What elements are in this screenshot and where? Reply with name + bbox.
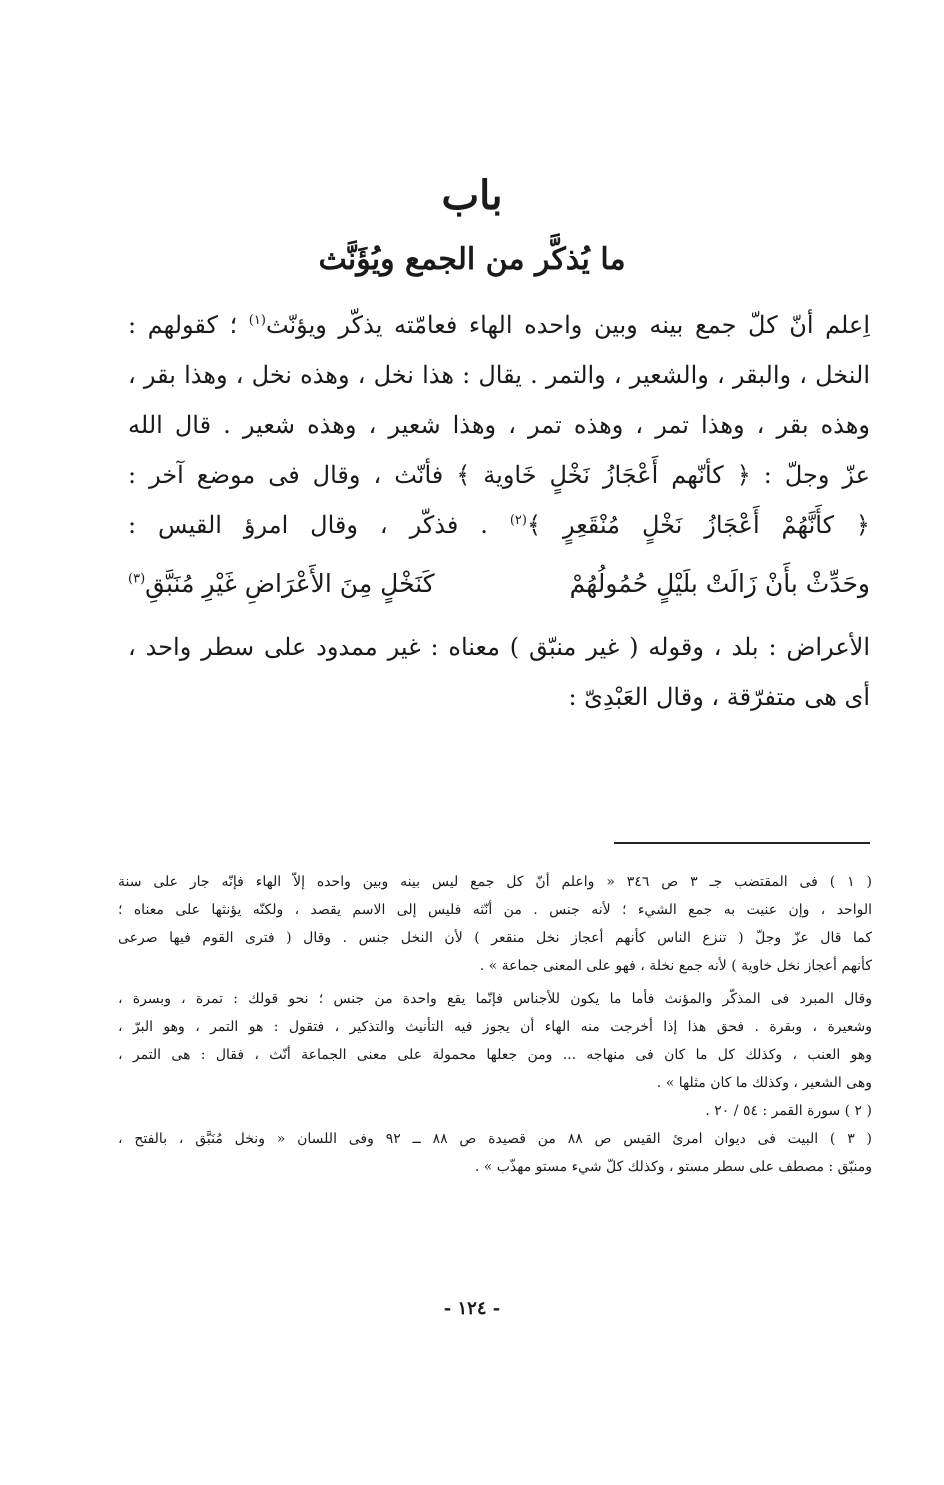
footnote-1-line: كأنهم أعجاز نخل خاوية ) لأنه جمع نخلة ، فهو على المعنى جماعة » . [479, 958, 872, 974]
chapter-subtitle: ما يُذكَّر من الجمع ويُؤَنَّث [318, 242, 626, 277]
footnote-ref-1[interactable]: (١) [248, 313, 266, 328]
footnote-1-line: ( ١ ) فى المقتضب جـ ٣ ص ٣٤٦ « واعلم أنّ كل جمع ليس بينه وبين واحده إلاّ الهاء فإنّه جار على سنة [118, 874, 872, 890]
text-line: اِعلم أنّ كلّ جمع بينه وبين واحده الهاء فعامّته يذكّر ويؤنّث$^{(١)}$ ؛ كقولهم : [128, 311, 870, 339]
text-line: وهذه بقر ، وهذا تمر ، وهذه تمر ، وهذا شعير ، وهذه شعير . قال الله [128, 411, 870, 439]
verse-second-hemistich: كَنَخْلٍ مِنَ الأَعْرَاضِ غَيْرِ مُنَبَّقِ$^{(٣)}$ [128, 569, 435, 598]
verse-first-hemistich: وحَدِّثْ بأَنْ زَالَتْ بلَيْلٍ حُمُولُهُمْ [569, 569, 870, 598]
footnote-1-line: كما قال عزّ وجلّ ( تنزع الناس كأنهم أعجاز نخل منقعر ) لأن النخل جنس . وقال ( فترى القوم فيها صرعى [118, 930, 872, 946]
footnote-ref-3[interactable]: (٣) [128, 571, 146, 587]
main-paragraph [128, 300, 870, 550]
footnote-1b-line: وهى الشعير ، وكذلك ما كان مثلها » . [656, 1075, 872, 1091]
footnote-2: ( ٢ ) سورة القمر : ٥٤ / ٢٠ . [705, 1103, 872, 1119]
footnote-3-line: ومنبّق : مصطف على سطر مستو ، وكذلك كلّ شيء مستو مهذّب » . [474, 1159, 872, 1175]
footnote-ref-2[interactable]: (٢) [509, 513, 527, 528]
footnote-divider [614, 842, 870, 844]
footnote-1b-line: وقال المبرد فى المذكّر والمؤنث فأما ما يكون للأجناس فإنّما يقع واحدة من جنس ؛ نحو قولك : تمرة ، وبسرة ، [118, 991, 872, 1007]
text-line: النخل ، والبقر ، والشعير ، والتمر . يقال : هذا نخل ، وهذه نخل ، وهذا بقر ، [128, 361, 870, 389]
poetry-verse [128, 556, 870, 612]
text-line: عزّ وجلّ : ﴿ كأنّهم أَعْجَازُ نَخْلٍ خَاوية ﴾ فأنّث ، وقال فى موضع آخر : [128, 461, 870, 489]
text-line: الأعراض : بلد ، وقوله ( غير منبّق ) معناه : غير ممدود على سطر واحد ، [128, 633, 870, 661]
chapter-heading: باب [441, 172, 503, 219]
footnote-1b-line: وهو العنب ، وكذلك كل ما كان فى منهاجه ... ومن جعلها محمولة على معنى الجماعة أنّث ، فقال : هى التمر ، [118, 1047, 872, 1063]
page-number: - ١٢٤ - [443, 1298, 501, 1319]
text-line: أى هى متفرّقة ، وقال العَبْدِىّ : [568, 683, 870, 711]
second-paragraph [128, 622, 870, 722]
footnote-3-line: ( ٣ ) البيت فى ديوان امرئ القيس ص ٨٨ من قصيدة ص ٨٨ ــ ٩٢ وفى اللسان « ونخل مُنَبَّق ، بالفتح ، [118, 1131, 872, 1147]
footnote-1b-line: وشعيرة ، وبقرة . فحق هذا إذا أخرجت منه الهاء أن يجوز فيه التأنيث والتذكير ، فتقول : هو التمر ، وهو البرّ ، [118, 1019, 872, 1035]
footnotes-section [118, 868, 872, 1181]
footnote-1-line: الواحد ، وإن عنيت به جمع الشيء ؛ لأنه جنس . من أنّثه فليس إلى الاسم يقصد ، ولكنّه يؤنثها على معناه ؛ [118, 902, 872, 918]
text-line: ﴿ كأَنَّهُمْ أَعْجَازُ نَخْلٍ مُنْقَعِرٍ ﴾$^{(٢)}$ . فذكّر ، وقال امرؤ القيس : [128, 511, 870, 539]
